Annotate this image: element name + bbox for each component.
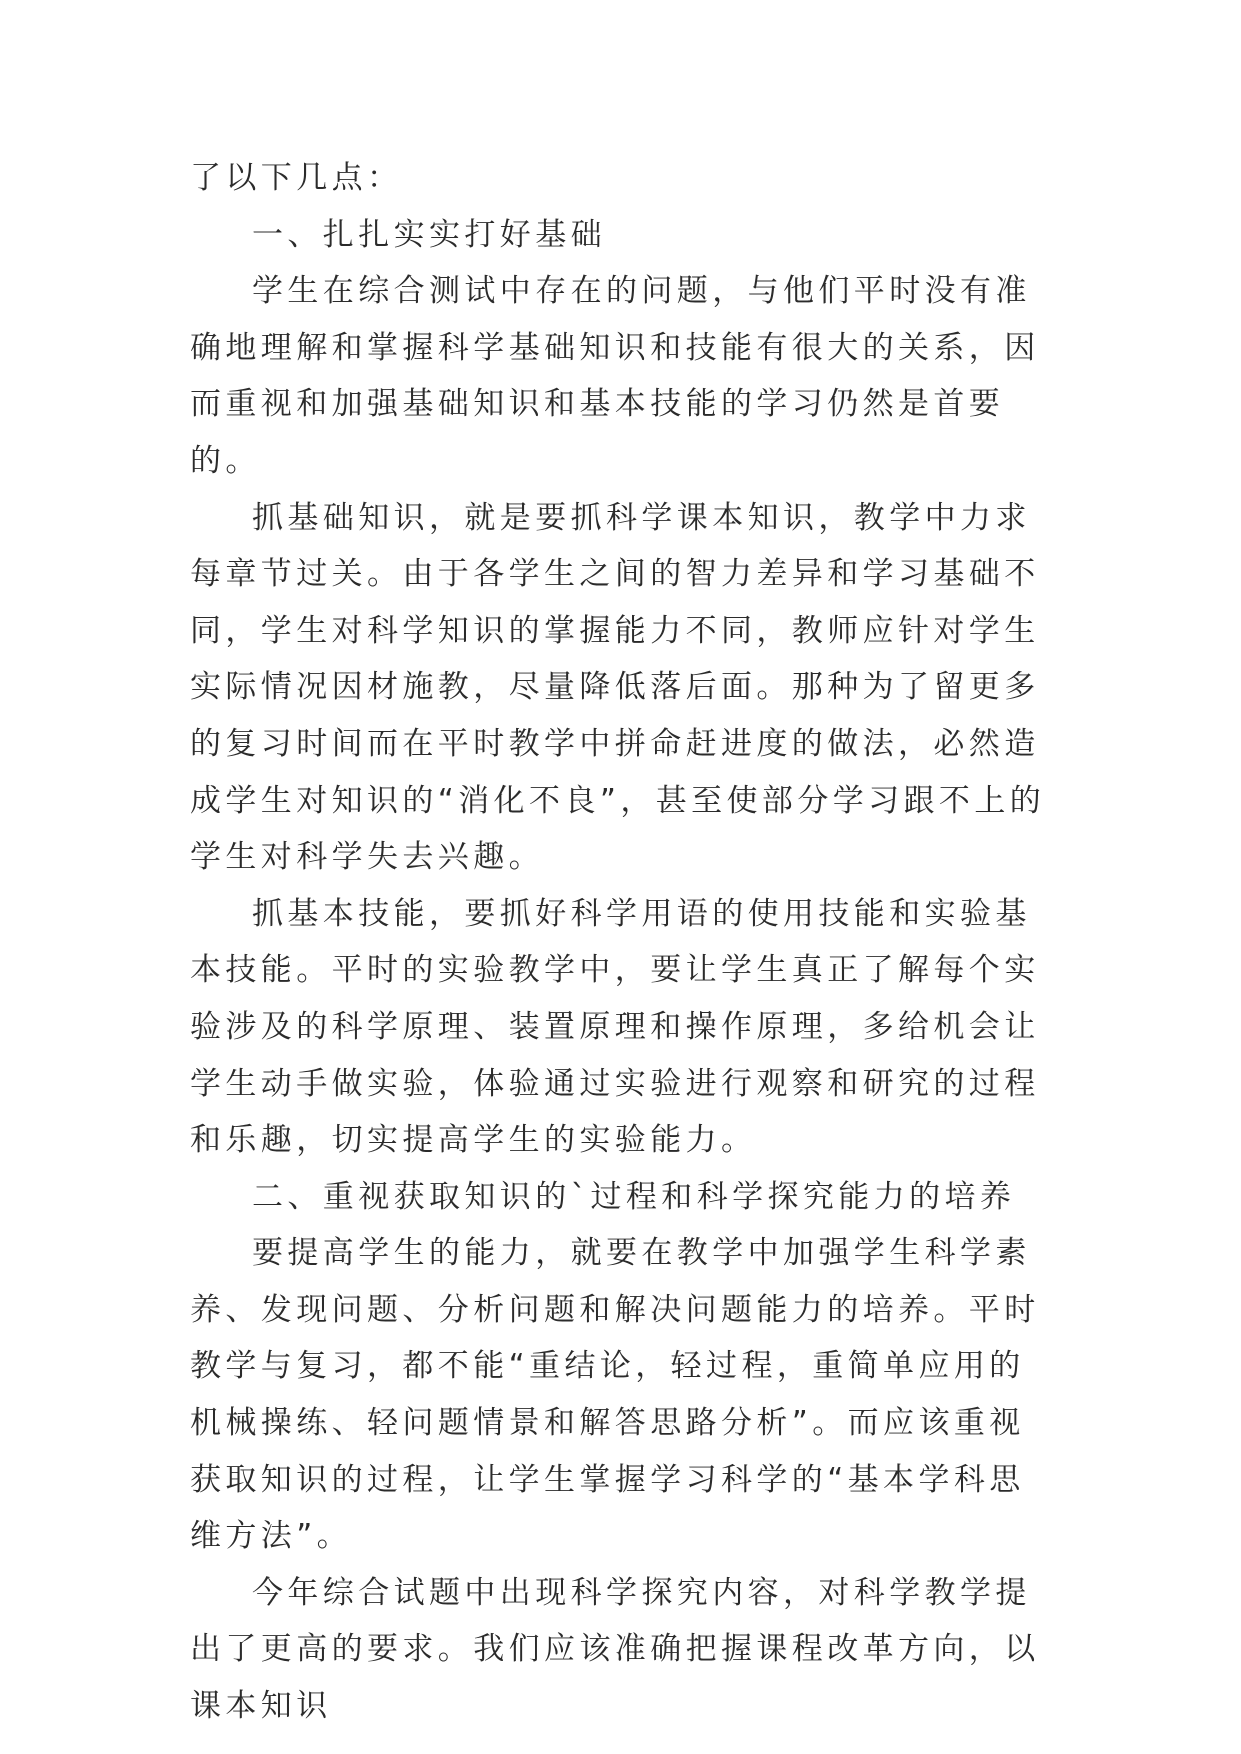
paragraph: 要提高学生的能力，就要在教学中加强学生科学素养、发现问题、分析问题和解决问题能力的培养。平时教学与复习，都不能“重结论，轻过程，重简单应用的机械操练、轻问题情景和解答思路分析”。而应该重视获取知识的过程，让学生掌握学习科学的“基本学科思维方法”。 (190, 1235, 1040, 1555)
paragraph-continuation: 了以下几点： (190, 160, 403, 196)
section-heading-2: 二、重视获取知识的`过程和科学探究能力的培养 (252, 1178, 1016, 1215)
document-body (190, 150, 1060, 1735)
section-heading-1: 一、扎扎实实打好基础 (252, 216, 606, 253)
paragraph: 抓基础知识，就是要抓科学课本知识，教学中力求每章节过关。由于各学生之间的智力差异和学习基础不同，学生对科学知识的掌握能力不同，教师应针对学生实际情况因材施教，尽量降低落后面。那种为了留更多的复习时间而在平时教学中拼命赶进度的做法，必然造成学生对知识的“消化不良”，甚至使部分学习跟不上的学生对科学失去兴趣。 (190, 499, 1046, 876)
paragraph: 今年综合试题中出现科学探究内容，对科学教学提出了更高的要求。我们应该准确把握课程改革方向，以课本知识 (190, 1574, 1040, 1725)
paragraph: 抓基本技能，要抓好科学用语的使用技能和实验基本技能。平时的实验教学中，要让学生真正了解每个实验涉及的科学原理、装置原理和操作原理，多给机会让学生动手做实验，体验通过实验进行观察和研究的过程和乐趣，切实提高学生的实验能力。 (190, 895, 1040, 1159)
paragraph: 学生在综合测试中存在的问题，与他们平时没有准确地理解和掌握科学基础知识和技能有很大的关系，因而重视和加强基础知识和基本技能的学习仍然是首要的。 (190, 273, 1040, 479)
